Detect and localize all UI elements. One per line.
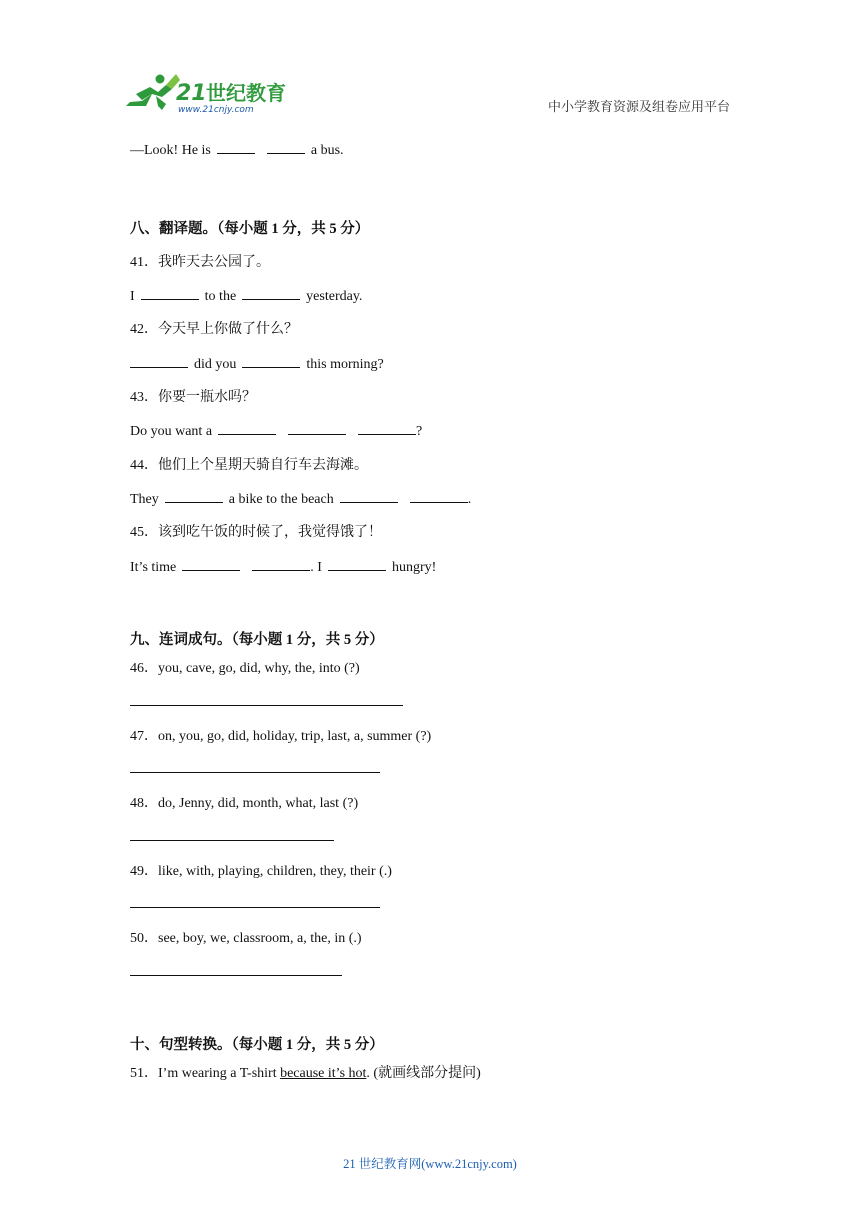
answer-text: I (130, 289, 135, 304)
answer-blank[interactable] (217, 139, 255, 154)
answer-text: to the (204, 289, 237, 304)
answer-blank[interactable] (252, 556, 310, 571)
answer-blank[interactable] (242, 285, 300, 300)
runner-icon (126, 74, 180, 110)
answer-blank[interactable] (242, 353, 300, 368)
answer-blank[interactable] (165, 488, 223, 503)
answer-blank[interactable] (218, 420, 276, 435)
answer-line[interactable] (130, 907, 380, 908)
answer-blank[interactable] (288, 420, 346, 435)
question-45-answer (130, 556, 436, 576)
question-41-answer (130, 285, 362, 305)
answer-text: It’s time (130, 560, 177, 575)
answer-text: a bike to the beach (228, 492, 334, 507)
question-47-prompt: 47．on, you, go, did, holiday, trip, last, a, summer (?) (130, 729, 432, 744)
answer-blank[interactable] (358, 420, 416, 435)
answer-blank[interactable] (328, 556, 386, 571)
answer-blank[interactable] (410, 488, 468, 503)
page-footer: 21 世纪教育网(www.21cnjy.com) (343, 1157, 517, 1171)
answer-text: did you (194, 357, 237, 372)
question-46-prompt: 46．you, cave, go, did, why, the, into (?) (130, 661, 360, 676)
answer-blank[interactable] (267, 139, 305, 154)
question-50-prompt: 50．see, boy, we, classroom, a, the, in (.) (130, 931, 362, 946)
question-43-prompt: 43．你要一瓶水吗？ (130, 390, 256, 405)
question-48-prompt: 48．do, Jenny, did, month, what, last (?) (130, 796, 359, 811)
answer-blank[interactable] (340, 488, 398, 503)
answer-line[interactable] (130, 772, 380, 773)
answer-text: ? (416, 424, 423, 439)
question-44-prompt: 44．他们上个星期天骑自行车去海滩。 (130, 458, 368, 473)
carryover-line (130, 139, 344, 159)
carryover-text: —Look! He is (130, 143, 211, 158)
answer-text: . (467, 492, 472, 507)
answer-blank[interactable] (182, 556, 240, 571)
question-43-answer (130, 420, 422, 440)
question-49-prompt: 49．like, with, playing, children, they, their (.) (130, 864, 392, 879)
underlined-part: because it’s hot (280, 1066, 367, 1081)
svg-text:世纪教育: 世纪教育 (206, 81, 286, 105)
platform-tagline: 中小学教育资源及组卷应用平台 (548, 99, 731, 114)
answer-line[interactable] (130, 975, 342, 976)
section-10-title: 十、句型转换。（每小题 1 分，共 5 分） (130, 1037, 384, 1053)
question-44-answer (130, 488, 471, 508)
question-41-prompt: 41．我昨天去公园了。 (130, 255, 270, 270)
carryover-text: a bus. (310, 143, 344, 158)
question-51-prompt (130, 1062, 481, 1082)
section-8-title: 八、翻译题。（每小题 1 分，共 5 分） (130, 221, 370, 237)
answer-text: They (130, 492, 159, 507)
answer-text: Do you want a (130, 424, 213, 439)
answer-line[interactable] (130, 705, 403, 706)
svg-text:www.21cnjy.com: www.21cnjy.com (178, 105, 254, 115)
question-45-prompt: 45．该到吃午饭的时候了，我觉得饿了！ (130, 525, 382, 540)
question-text: . (就画线部分提问) (366, 1066, 481, 1081)
answer-text: . I (310, 560, 322, 575)
question-text: 51．I’m wearing a T-shirt (130, 1066, 277, 1081)
answer-blank[interactable] (141, 285, 199, 300)
svg-text:21: 21 (176, 81, 207, 106)
question-42-prompt: 42．今天早上你做了什么？ (130, 322, 298, 337)
answer-text: this morning? (306, 357, 384, 372)
answer-text: hungry! (391, 560, 437, 575)
answer-blank[interactable] (130, 353, 188, 368)
answer-text: yesterday. (306, 289, 363, 304)
section-9-title: 九、连词成句。（每小题 1 分，共 5 分） (130, 632, 384, 648)
question-42-answer (130, 353, 384, 373)
answer-line[interactable] (130, 840, 334, 841)
site-logo (122, 70, 292, 116)
